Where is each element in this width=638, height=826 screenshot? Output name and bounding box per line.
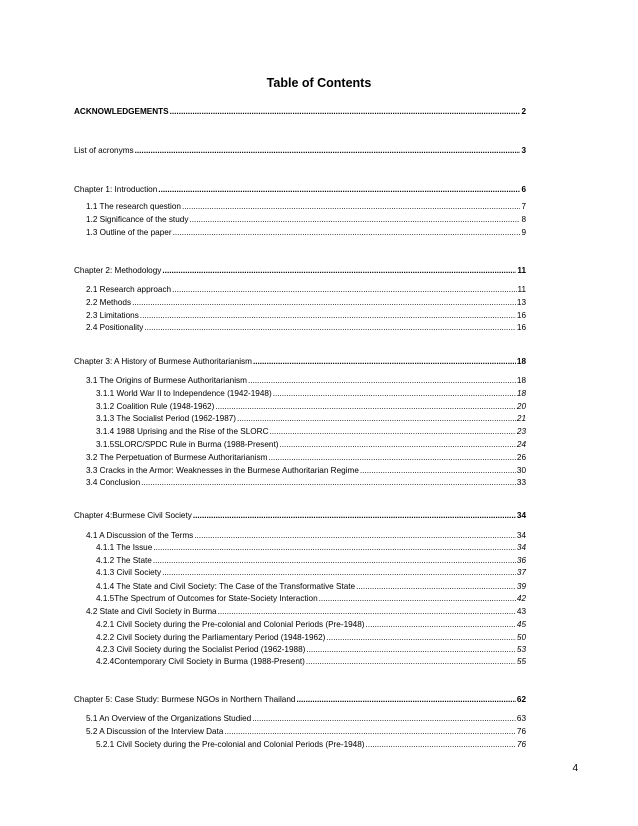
toc-entry-label: 3.1.2 Coalition Rule (1948-1962): [96, 402, 215, 411]
toc-entry-page: 45: [516, 620, 526, 629]
toc-entry-5-1[interactable]: [86, 714, 526, 724]
toc-entry-page: 24: [516, 440, 526, 449]
toc-entry-label: 3.1.3 The Socialist Period (1962-1987): [96, 414, 237, 423]
toc-entry-page: 2: [521, 107, 526, 116]
toc-entry-label: 1.1 The research question: [86, 202, 181, 211]
toc-entry-2-3[interactable]: [86, 311, 526, 321]
dot-leader: [215, 402, 516, 412]
dot-leader: [279, 440, 515, 450]
toc-entry-label: 4.1.5The Spectrum of Outcomes for State-Society Interaction: [96, 594, 318, 603]
toc-entry-page: 20: [516, 402, 526, 411]
toc-entry-label: Chapter 1: Introduction: [74, 185, 158, 194]
dot-leader: [252, 714, 516, 724]
toc-entry-page: 76: [516, 740, 526, 749]
toc-entry-3-1-4[interactable]: [96, 427, 526, 437]
toc-entry-page: 39: [516, 582, 526, 591]
toc-entry-4-2-2[interactable]: [96, 633, 526, 643]
toc-entry-label: Chapter 2: Methodology: [74, 266, 162, 275]
toc-entry-label: 3.1.1 World War II to Independence (1942-1948): [96, 389, 272, 398]
toc-entry-page: 34: [516, 531, 526, 540]
toc-entry-label: 5.2.1 Civil Society during the Pre-colonial and Colonial Periods (Pre-1948): [96, 740, 365, 749]
toc-entry-label: 4.2.2 Civil Society during the Parliamentary Period (1948-1962): [96, 633, 326, 642]
toc-entry-2-1[interactable]: [86, 285, 526, 295]
dot-leader: [306, 657, 516, 667]
toc-entry-page: 55: [516, 657, 526, 666]
toc-entry-page: 34: [516, 511, 526, 520]
toc-entry-label: 4.1.1 The Issue: [96, 543, 153, 552]
toc-entry-label: 2.2 Methods: [86, 298, 132, 307]
dot-leader: [158, 185, 520, 195]
dot-leader: [172, 285, 516, 295]
dot-leader: [173, 228, 521, 238]
toc-entry-page: 36: [516, 556, 526, 565]
toc-entry-4-1-5[interactable]: [96, 594, 526, 604]
toc-entry-page: 18: [516, 389, 526, 398]
dot-leader: [356, 582, 516, 592]
toc-entry-page: 34: [516, 543, 526, 552]
toc-entry-chapter-4[interactable]: [74, 511, 526, 521]
toc-entry-2-4[interactable]: [86, 323, 526, 333]
toc-entry-4-2-1[interactable]: [96, 620, 526, 630]
dot-leader: [170, 107, 521, 117]
toc-entry-4-2-3[interactable]: [96, 645, 526, 655]
toc-entry-4-1-4[interactable]: [96, 582, 526, 592]
dot-leader: [366, 620, 516, 630]
toc-entry-page: 63: [516, 714, 526, 723]
dot-leader: [296, 695, 515, 705]
toc-entry-3-1-2[interactable]: [96, 402, 526, 412]
dot-leader: [360, 466, 516, 476]
toc-entry-page: 43: [516, 607, 526, 616]
toc-entry-chapter-3[interactable]: [74, 357, 526, 367]
toc-entry-3-3[interactable]: [86, 466, 526, 476]
toc-entry-3-4[interactable]: [86, 478, 526, 488]
toc-entry-5-2-1[interactable]: [96, 740, 526, 750]
dot-leader: [193, 511, 516, 521]
toc-entry-4-1-3[interactable]: [96, 568, 526, 578]
toc-entry-page: 18: [516, 376, 526, 385]
toc-entry-label: 4.1.2 The State: [96, 556, 152, 565]
toc-entry-4-2[interactable]: [86, 607, 526, 617]
dot-leader: [253, 357, 516, 367]
toc-entry-page: 6: [521, 185, 526, 194]
toc-entry-page: 26: [516, 453, 526, 462]
toc-entry-4-1-2[interactable]: [96, 556, 526, 566]
dot-leader: [144, 323, 516, 333]
toc-entry-label: 2.4 Positionality: [86, 323, 144, 332]
toc-entry-label: 4.2.4Contemporary Civil Society in Burma (1988-Present): [96, 657, 305, 666]
dot-leader: [182, 202, 520, 212]
toc-entry-page: 9: [521, 228, 526, 237]
toc-entry-label: 3.1 The Origins of Burmese Authoritarianism: [86, 376, 247, 385]
toc-entry-chapter-5[interactable]: [74, 695, 526, 705]
toc-entry-4-2-4[interactable]: [96, 657, 526, 667]
toc-entry-label: 4.2.1 Civil Society during the Pre-colonial and Colonial Periods (Pre-1948): [96, 620, 365, 629]
toc-entry-label: 1.2 Significance of the study: [86, 215, 189, 224]
dot-leader: [319, 594, 516, 604]
dot-leader: [135, 146, 521, 156]
dot-leader: [218, 607, 516, 617]
toc-entry-chapter-2[interactable]: [74, 266, 526, 276]
toc-entry-page: 42: [516, 594, 526, 603]
toc-entry-page: 21: [516, 414, 526, 423]
dot-leader: [248, 376, 516, 386]
toc-entry-page: 11: [517, 285, 526, 294]
toc-entry-page: 16: [516, 311, 526, 320]
dot-leader: [366, 740, 516, 750]
toc-entry-label: Chapter 3: A History of Burmese Authoritarianism: [74, 357, 252, 366]
toc-entry-label: 4.2.3 Civil Society during the Socialist Period (1962-1988): [96, 645, 306, 654]
toc-entry-page: 53: [516, 645, 526, 654]
page-number: 4: [572, 763, 578, 774]
page-title: Table of Contents: [266, 76, 372, 90]
toc-entry-list-of-acronyms[interactable]: [74, 146, 526, 156]
dot-leader: [162, 568, 516, 578]
toc-entry-label: 4.1 A Discussion of the Terms: [86, 531, 194, 540]
dot-leader: [140, 311, 516, 321]
toc-entry-label: 3.1.5SLORC/SPDC Rule in Burma (1988-Present): [96, 440, 279, 449]
toc-entry-page: 50: [516, 633, 526, 642]
toc-entry-label: List of acronyms: [74, 146, 134, 155]
dot-leader: [273, 389, 516, 399]
toc-entry-4-1-1[interactable]: [96, 543, 526, 553]
table-of-contents: [74, 0, 526, 826]
dot-leader: [141, 478, 516, 488]
dot-leader: [268, 453, 515, 463]
toc-entry-1-2[interactable]: [86, 215, 526, 225]
dot-leader: [194, 531, 516, 541]
dot-leader: [237, 414, 516, 424]
toc-entry-3-2[interactable]: [86, 453, 526, 463]
toc-entry-label: Chapter 4:Burmese Civil Society: [74, 511, 192, 520]
toc-entry-page: 33: [516, 478, 526, 487]
dot-leader: [306, 645, 516, 655]
toc-entry-page: 7: [521, 202, 526, 211]
dot-leader: [162, 266, 516, 276]
dot-leader: [189, 215, 520, 225]
toc-entry-label: 1.3 Outline of the paper: [86, 228, 172, 237]
dot-leader: [153, 543, 516, 553]
toc-entry-3-1-3[interactable]: [96, 414, 526, 424]
toc-entry-page: 8: [521, 215, 526, 224]
toc-entry-3-1[interactable]: [86, 376, 526, 386]
toc-entry-acknowledgements[interactable]: [74, 107, 526, 117]
toc-entry-label: ACKNOWLEDGEMENTS: [74, 107, 169, 116]
toc-entry-label: 3.3 Cracks in the Armor: Weaknesses in the Burmese Authoritarian Regime: [86, 466, 359, 475]
toc-entry-label: 4.1.4 The State and Civil Society: The Case of the Transformative State: [96, 582, 356, 591]
toc-entry-label: Chapter 5: Case Study: Burmese NGOs in Northern Thailand: [74, 695, 296, 704]
toc-entry-page: 13: [516, 298, 526, 307]
dot-leader: [153, 556, 516, 566]
toc-entry-label: 3.2 The Perpetuation of Burmese Authoritarianism: [86, 453, 268, 462]
toc-entry-page: 30: [516, 466, 526, 475]
toc-entry-label: 3.4 Conclusion: [86, 478, 141, 487]
toc-entry-label: 4.2 State and Civil Society in Burma: [86, 607, 217, 616]
toc-entry-label: 3.1.4 1988 Uprising and the Rise of the SLORC: [96, 427, 269, 436]
toc-entry-chapter-1[interactable]: [74, 185, 526, 195]
toc-entry-1-3[interactable]: [86, 228, 526, 238]
toc-entry-3-1-5[interactable]: [96, 440, 526, 450]
toc-entry-label: 2.3 Limitations: [86, 311, 139, 320]
dot-leader: [326, 633, 516, 643]
dot-leader: [270, 427, 516, 437]
toc-entry-label: 5.1 An Overview of the Organizations Studied: [86, 714, 252, 723]
toc-entry-page: 3: [521, 146, 526, 155]
toc-entry-2-2[interactable]: [86, 298, 526, 308]
toc-entry-5-2[interactable]: [86, 727, 526, 737]
toc-entry-page: 62: [516, 695, 526, 704]
toc-entry-page: 76: [516, 727, 526, 736]
toc-entry-page: 23: [516, 427, 526, 436]
dot-leader: [224, 727, 515, 737]
toc-entry-page: 37: [516, 568, 526, 577]
toc-entry-label: 4.1.3 Civil Society: [96, 568, 162, 577]
toc-entry-4-1[interactable]: [86, 531, 526, 541]
dot-leader: [132, 298, 516, 308]
toc-entry-3-1-1[interactable]: [96, 389, 526, 399]
toc-entry-1-1[interactable]: [86, 202, 526, 212]
toc-entry-page: 18: [516, 357, 526, 366]
toc-entry-label: 5.2 A Discussion of the Interview Data: [86, 727, 224, 736]
toc-entry-label: 2.1 Research approach: [86, 285, 172, 294]
toc-entry-page: 16: [516, 323, 526, 332]
toc-entry-page: 11: [517, 266, 526, 275]
